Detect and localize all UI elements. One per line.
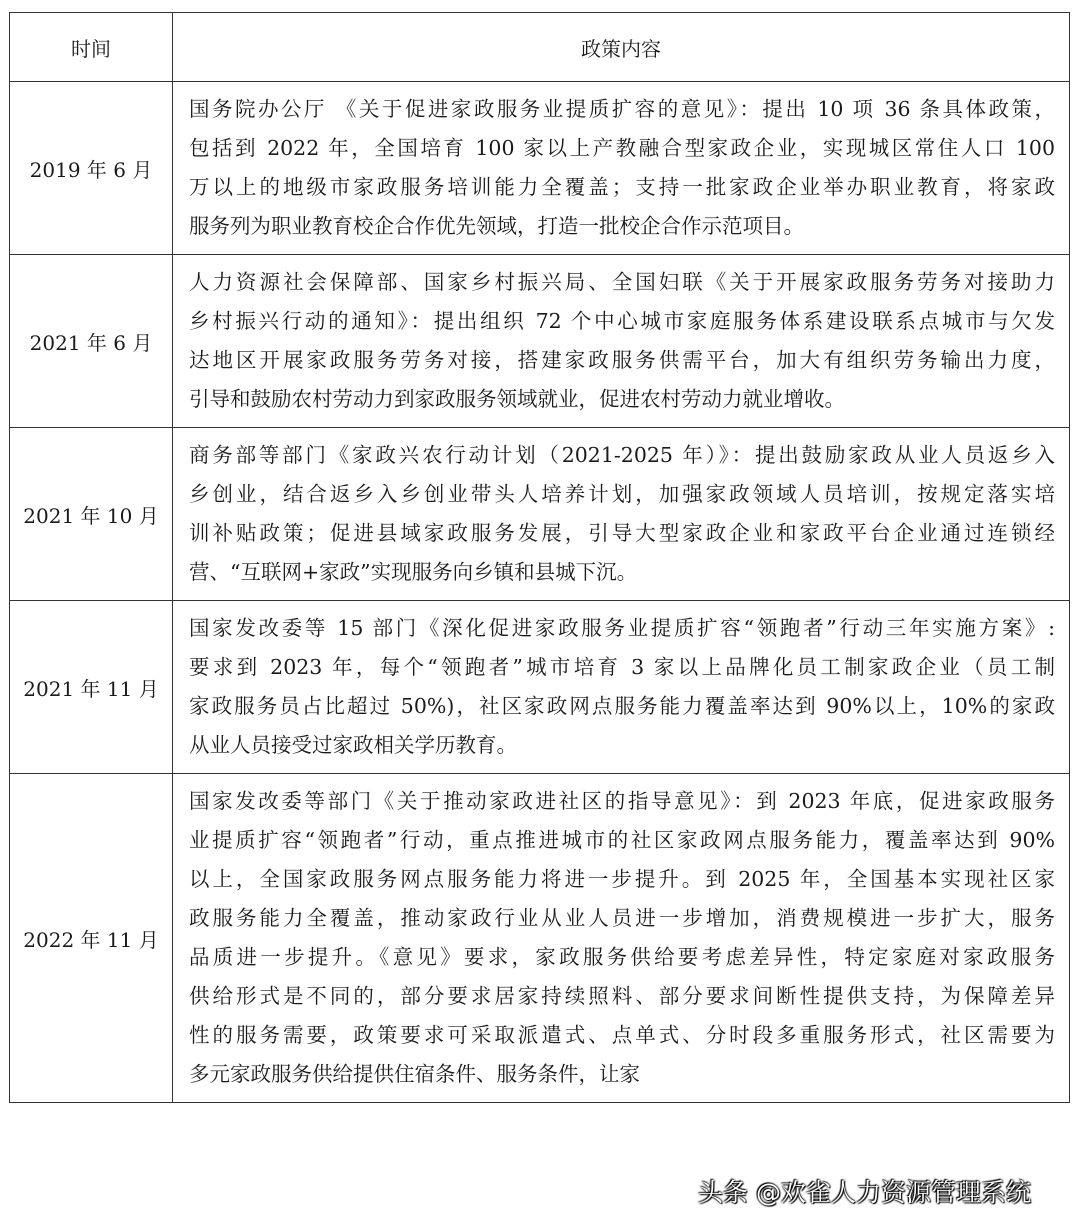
row-date: 2021 年 6 月 xyxy=(10,255,173,428)
content-line: 乡村振兴行动的通知》：提出组织 72 个中心城市家庭服务体系建设联系点城市与欠发 xyxy=(189,309,1055,333)
table-row xyxy=(10,428,1070,601)
content-line: 达地区开展家政服务劳务对接，搭建家政服务供需平台，加大有组织劳务输出力度， xyxy=(189,348,1055,372)
content-line: 人力资源社会保障部、国家乡村振兴局、全国妇联《关于开展家政服务劳务对接助力 xyxy=(189,270,1055,294)
table-row xyxy=(10,774,1070,1103)
row-date: 2021 年 11 月 xyxy=(10,601,173,774)
content-line: 国家发改委等部门《关于推动家政进社区的指导意见》：到 2023 年底，促进家政服务 xyxy=(189,789,1055,813)
content-line: 品质进一步提升。《意见》要求，家政服务供给要考虑差异性，特定家庭对家政服务 xyxy=(189,945,1055,969)
row-content xyxy=(173,82,1070,255)
row-content xyxy=(173,601,1070,774)
row-date: 2019 年 6 月 xyxy=(10,82,173,255)
row-content xyxy=(173,255,1070,428)
content-line: 服务列为职业教育校企合作优先领域，打造一批校企合作示范项目。 xyxy=(189,214,804,238)
table-row xyxy=(10,601,1070,774)
content-line: 家政服务员占比超过 50%)，社区家政网点服务能力覆盖率达到 90%以上，10%的家政 xyxy=(189,694,1055,718)
policy-table xyxy=(9,12,1070,1103)
table-row xyxy=(10,255,1070,428)
watermark: 头条 @欢雀人力资源管理系统 xyxy=(698,1178,1031,1207)
content-line: 引导和鼓励农村劳动力到家政服务领域就业，促进农村劳动力就业增收。 xyxy=(189,387,845,411)
content-line: 商务部等部门《家政兴农行动计划（2021-2025 年）》：提出鼓励家政从业人员返乡入 xyxy=(189,443,1055,467)
content-line: 以上，全国家政服务网点服务能力将进一步提升。到 2025 年，全国基本实现社区家 xyxy=(189,867,1055,891)
content-line: 要求到 2023 年，每个“领跑者”城市培育 3 家以上品牌化员工制家政企业（员工制 xyxy=(189,655,1055,679)
content-line: 万以上的地级市家政服务培训能力全覆盖；支持一批家政企业举办职业教育，将家政 xyxy=(189,175,1055,199)
content-line: 供给形式是不同的，部分要求居家持续照料、部分要求间断性提供支持，为保障差异 xyxy=(189,984,1055,1008)
header-row xyxy=(10,13,1070,82)
row-date: 2021 年 10 月 xyxy=(10,428,173,601)
header-content: 政策内容 xyxy=(173,13,1070,82)
table-row xyxy=(10,82,1070,255)
row-content xyxy=(173,774,1070,1103)
content-line: 训补贴政策；促进县域家政服务发展，引导大型家政企业和家政平台企业通过连锁经 xyxy=(189,521,1055,545)
content-line: 从业人员接受过家政相关学历教育。 xyxy=(189,733,517,757)
content-line: 多元家政服务供给提供住宿条件、服务条件，让家 xyxy=(189,1062,640,1086)
content-line: 包括到 2022 年，全国培育 100 家以上产教融合型家政企业，实现城区常住人口 100 xyxy=(189,136,1055,160)
content-line: 营、“互联网+家政”实现服务向乡镇和县城下沉。 xyxy=(189,560,638,584)
row-content xyxy=(173,428,1070,601)
content-line: 性的服务需要，政策要求可采取派遣式、点单式、分时段多重服务形式，社区需要为 xyxy=(189,1023,1055,1047)
content-line: 乡创业，结合返乡入乡创业带头人培养计划，加强家政领域人员培训，按规定落实培 xyxy=(189,482,1055,506)
header-time: 时间 xyxy=(10,13,173,82)
content-line: 业提质扩容“领跑者”行动，重点推进城市的社区家政网点服务能力，覆盖率达到 90% xyxy=(189,828,1055,852)
content-line: 国务院办公厅 《关于促进家政服务业提质扩容的意见》：提出 10 项 36 条具体政策， xyxy=(189,97,1055,121)
row-date: 2022 年 11 月 xyxy=(10,774,173,1103)
content-line: 国家发改委等 15 部门《深化促进家政服务业提质扩容“领跑者”行动三年实施方案》: xyxy=(189,616,1055,640)
content-line: 政服务能力全覆盖，推动家政行业从业人员进一步增加，消费规模进一步扩大，服务 xyxy=(189,906,1055,930)
